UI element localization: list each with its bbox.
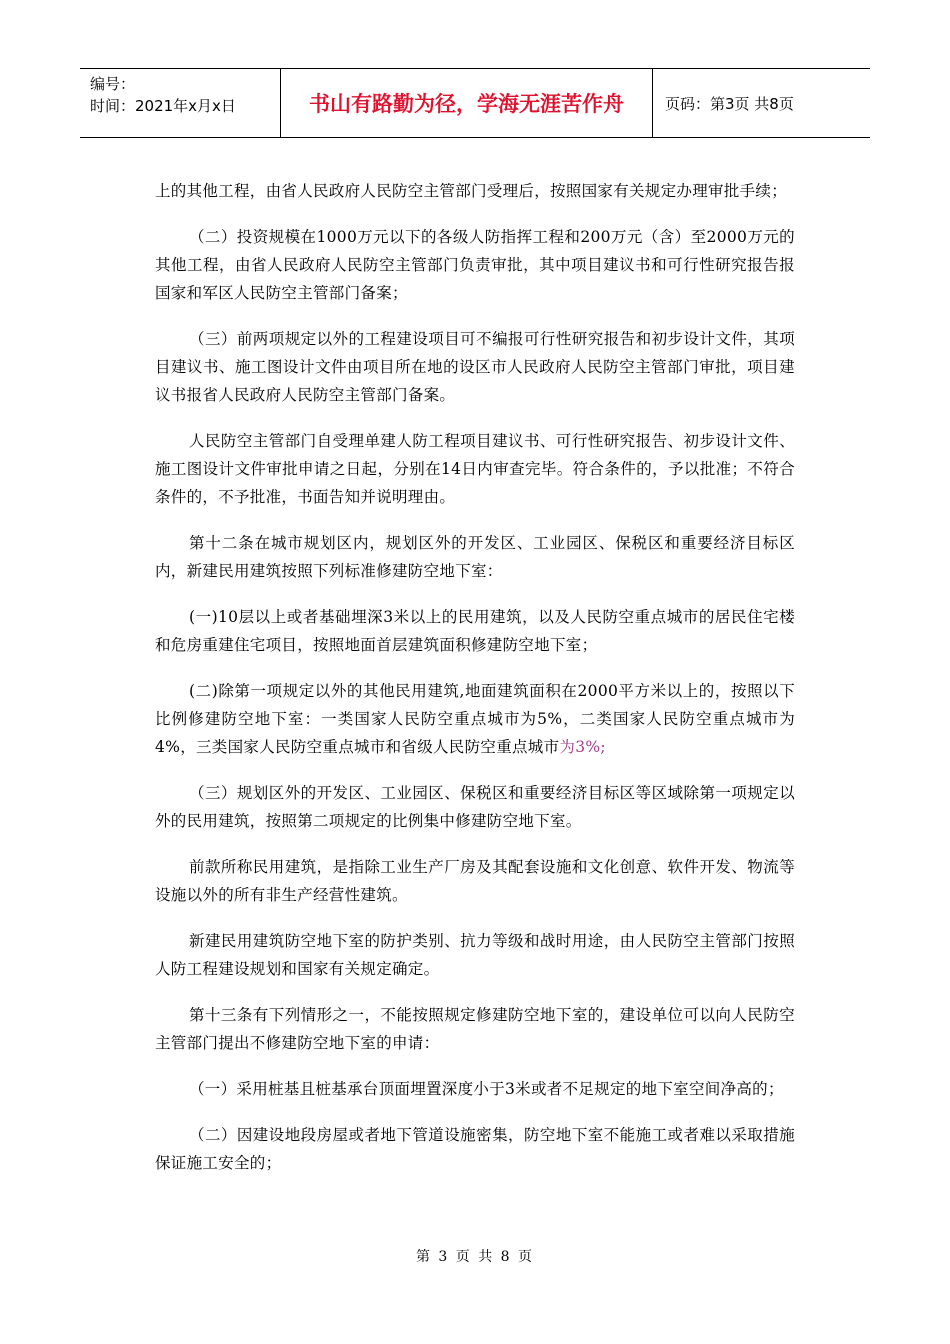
body-paragraph bbox=[155, 223, 795, 307]
paragraph-text: (一)10层以上或者基础埋深3米以上的民用建筑，以及人民防空重点城市的居民住宅楼和危房重建住宅项目，按照地面首层建筑面积修建防空地下室； bbox=[155, 608, 795, 654]
header-date: 时间：2021年x月x日 bbox=[90, 97, 236, 115]
paragraph-text: (二)除第一项规定以外的其他民用建筑,地面建筑面积在2000平方米以上的，按照以下比例修建防空地下室：一类国家人民防空重点城市为5%，二类国家人民防空重点城市为4%，三类国家人民防空重点城市和省级人民防空重点城市 bbox=[155, 682, 795, 756]
body-paragraph bbox=[155, 529, 795, 585]
paragraph-text: 上的其他工程，由省人民政府人民防空主管部门受理后，按照国家有关规定办理审批手续； bbox=[155, 182, 788, 200]
document-body bbox=[155, 177, 795, 1195]
header-motto: 书山有路勤为径，学海无涯苦作舟 bbox=[281, 69, 653, 137]
page-header bbox=[80, 68, 870, 138]
paragraph-text: 人民防空主管部门自受理单建人防工程项目建议书、可行性研究报告、初步设计文件、施工图设计文件审批申请之日起，分别在14日内审查完毕。符合条件的，予以批准；不符合条件的，不予批准，书面告知并说明理由。 bbox=[155, 432, 795, 506]
header-meta bbox=[80, 69, 281, 137]
paragraph-text: （三）规划区外的开发区、工业园区、保税区和重要经济目标区等区域除第一项规定以外的民用建筑，按照第二项规定的比例集中修建防空地下室。 bbox=[155, 784, 795, 830]
body-paragraph bbox=[155, 177, 795, 205]
body-paragraph bbox=[155, 1075, 795, 1103]
paragraph-text: 第十二条在城市规划区内，规划区外的开发区、工业园区、保税区和重要经济目标区内，新建民用建筑按照下列标准修建防空地下室： bbox=[155, 534, 795, 580]
body-paragraph bbox=[155, 1121, 795, 1177]
paragraph-text: 第十三条有下列情形之一，不能按照规定修建防空地下室的，建设单位可以向人民防空主管部门提出不修建防空地下室的申请： bbox=[155, 1006, 795, 1052]
body-paragraph bbox=[155, 603, 795, 659]
paragraph-text: 前款所称民用建筑，是指除工业生产厂房及其配套设施和文化创意、软件开发、物流等设施以外的所有非生产经营性建筑。 bbox=[155, 858, 795, 904]
highlighted-text: 为3%; bbox=[559, 738, 606, 756]
body-paragraph bbox=[155, 853, 795, 909]
body-paragraph bbox=[155, 677, 795, 761]
paragraph-text: （一）采用桩基且桩基承台顶面埋置深度小于3米或者不足规定的地下室空间净高的； bbox=[189, 1080, 784, 1098]
body-paragraph bbox=[155, 927, 795, 983]
paragraph-text: 新建民用建筑防空地下室的防护类别、抗力等级和战时用途，由人民防空主管部门按照人防工程建设规划和国家有关规定确定。 bbox=[155, 932, 795, 978]
body-paragraph bbox=[155, 779, 795, 835]
body-paragraph bbox=[155, 427, 795, 511]
paragraph-text: （二）因建设地段房屋或者地下管道设施密集，防空地下室不能施工或者难以采取措施保证施工安全的； bbox=[155, 1126, 795, 1172]
body-paragraph bbox=[155, 1001, 795, 1057]
paragraph-text: （二）投资规模在1000万元以下的各级人防指挥工程和200万元（含）至2000万元的其他工程，由省人民政府人民防空主管部门负责审批，其中项目建议书和可行性研究报告报国家和军区人民防空主管部门备案； bbox=[155, 228, 795, 302]
header-number-label: 编号： bbox=[90, 75, 136, 93]
header-page-info: 页码：第3页 共8页 bbox=[665, 94, 794, 113]
paragraph-text: （三）前两项规定以外的工程建设项目可不编报可行性研究报告和初步设计文件，其项目建议书、施工图设计文件由项目所在地的设区市人民政府人民防空主管部门审批，项目建议书报省人民政府人民防空主管部门备案。 bbox=[155, 330, 795, 404]
page-footer: 第 3 页 共 8 页 bbox=[415, 1249, 535, 1265]
body-paragraph bbox=[155, 325, 795, 409]
